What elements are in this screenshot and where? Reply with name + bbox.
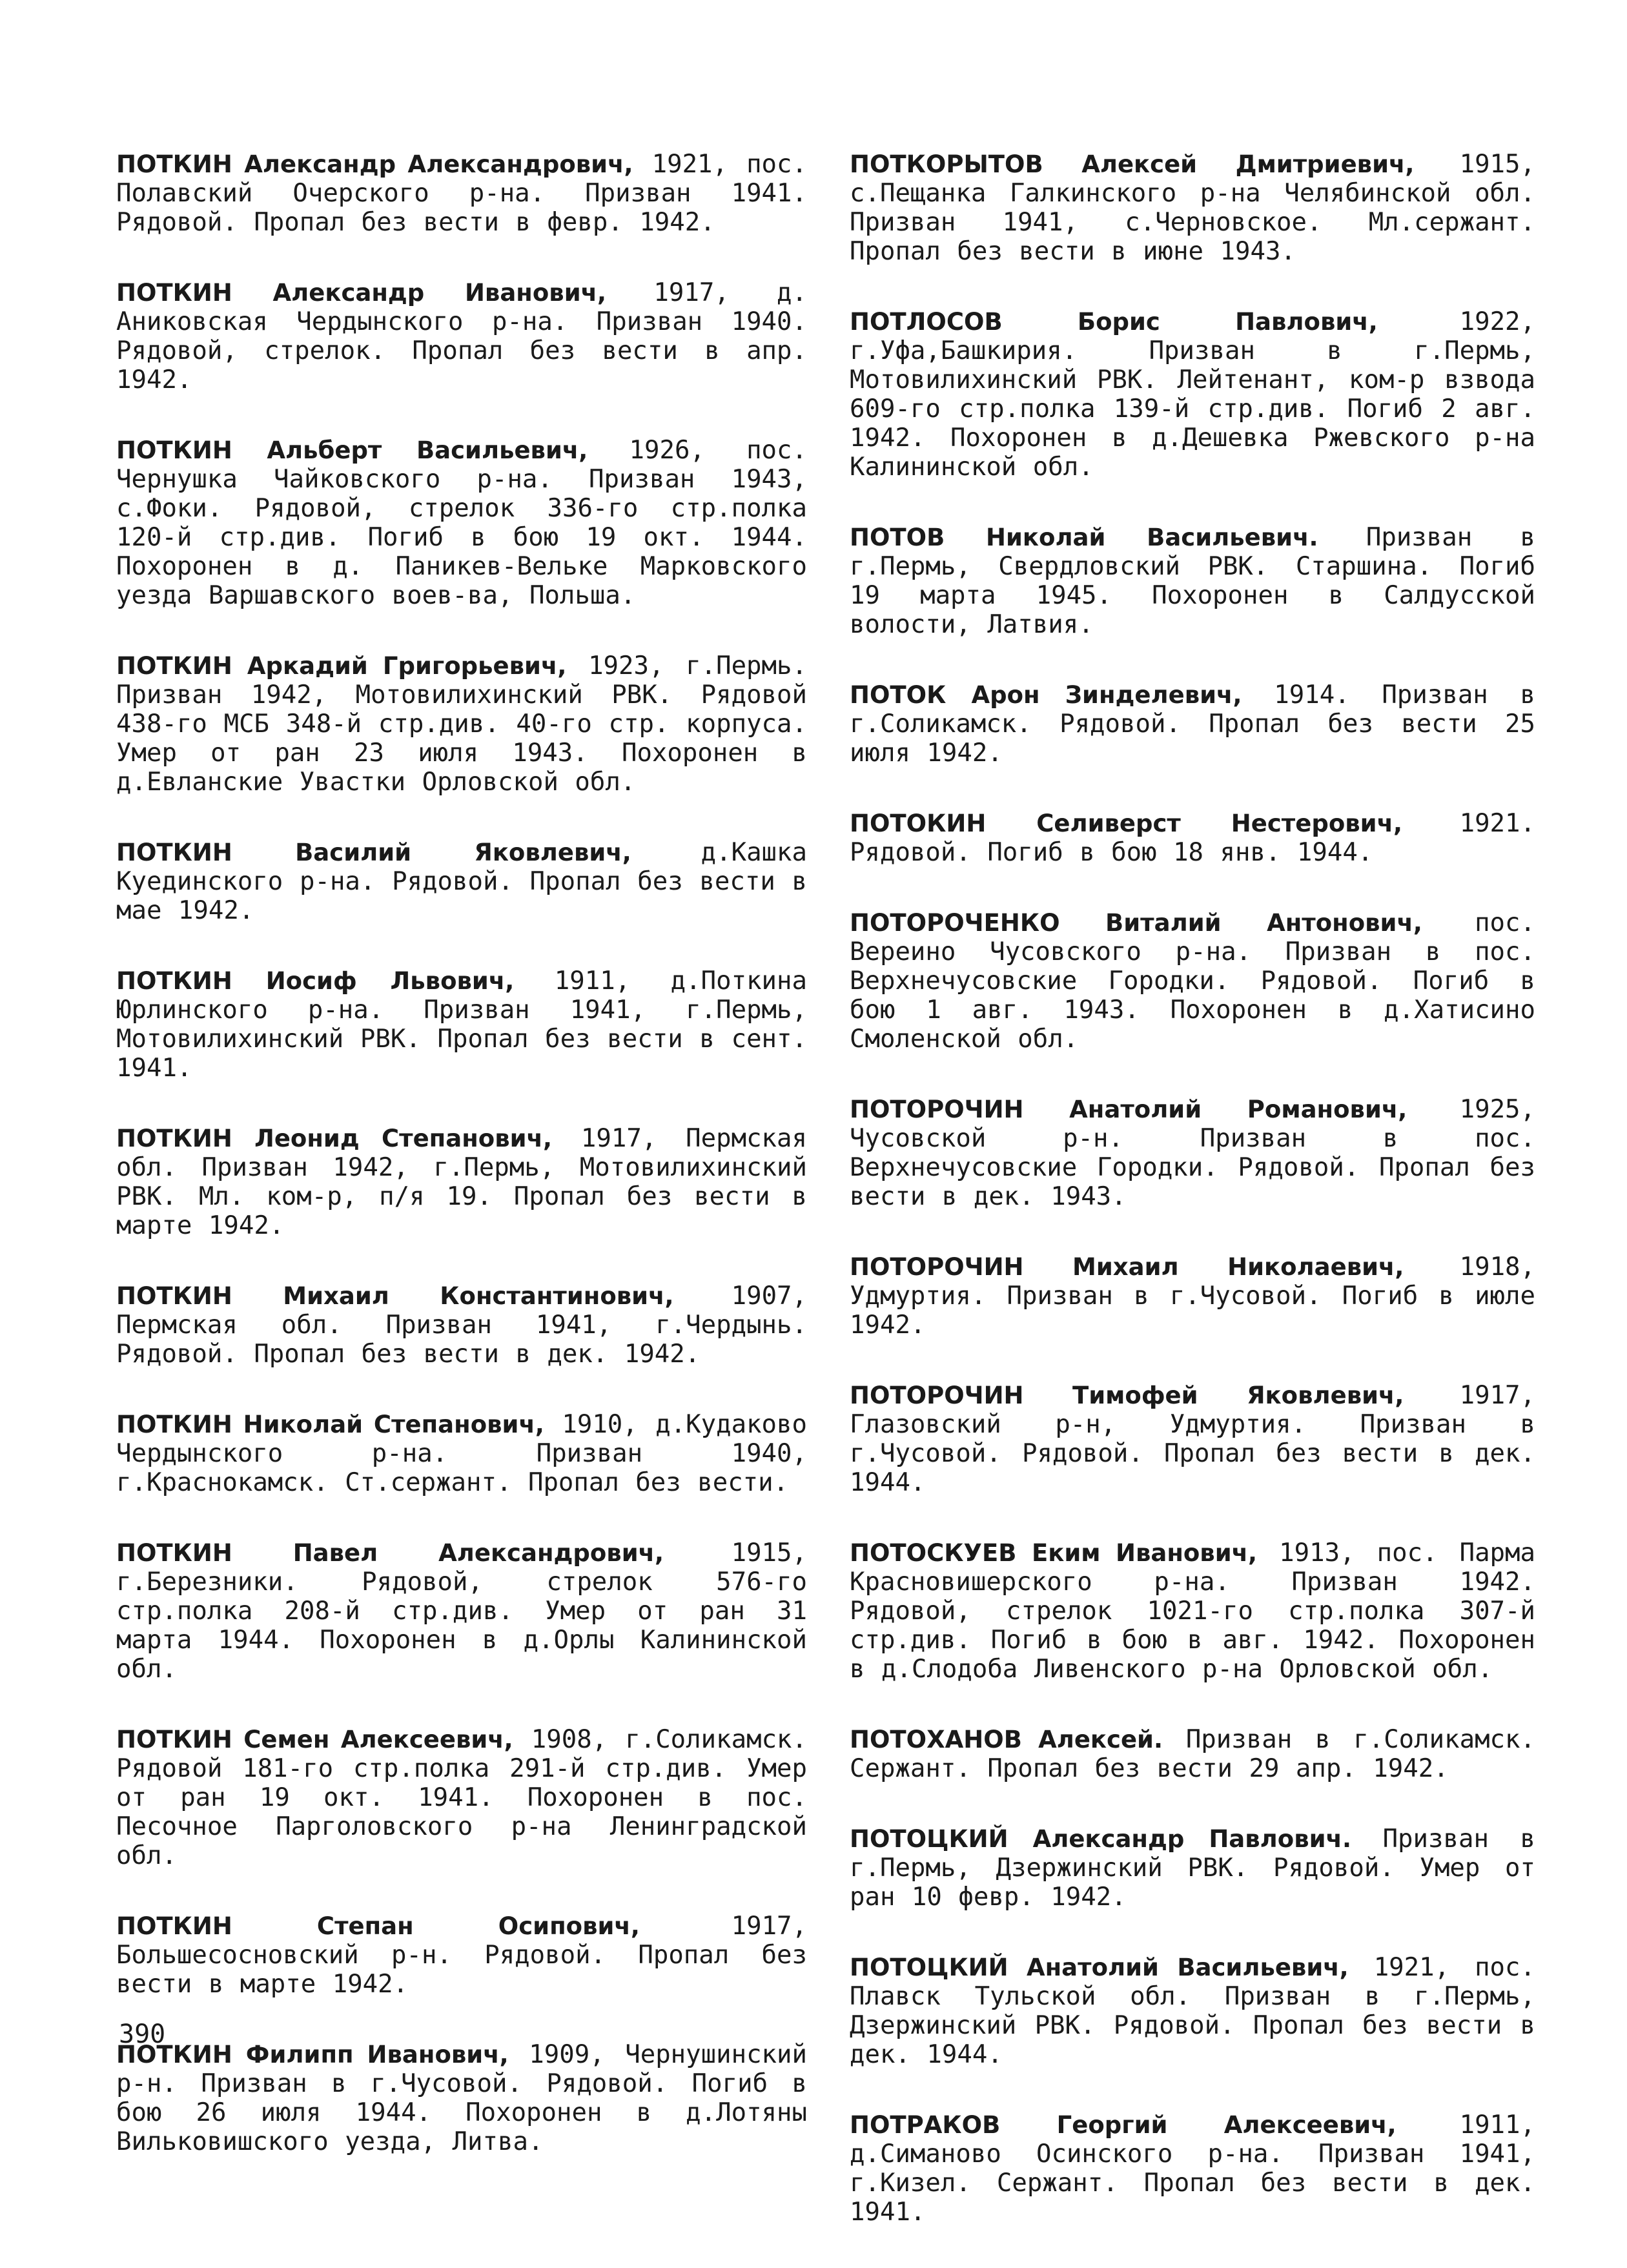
entry-name: ПОТКИН Семен Алексеевич, (116, 1726, 513, 1753)
entry-name: ПОТОЦКИЙ Александр Павлович. (850, 1825, 1351, 1853)
list-item (116, 1410, 807, 1497)
entry-text: 1917, Глазовский р-н, Удмуртия. Призван в г.Чусовой. Рядовой. Пропал без вести в дек. 1944. (850, 1381, 1536, 1497)
list-item (850, 1725, 1535, 1783)
entry-text: 1926, пос. Чернушка Чайковского р-на. Призван 1943, с.Фоки. Рядовой, стрелок 336-го стр.полка 120-й стр.див. Погиб в бою 19 окт. 1944. Похоронен в д. Паникев-Вельке Марковского уезда Варшавского воев-ва, Польша. (116, 436, 807, 610)
entry-name: ПОТОКИН Селиверст Нестерович, (850, 810, 1403, 837)
list-item (116, 1725, 807, 1870)
entry-text: 1917, Большесосновский р-н. Рядовой. Пропал без вести в марте 1942. (116, 1912, 808, 1999)
list-item (850, 1252, 1535, 1340)
entry-name: ПОТКИН Павел Александрович, (116, 1539, 664, 1567)
list-item (116, 2040, 807, 2156)
entry-name: ПОТОРОЧИН Тимофей Яковлевич, (850, 1382, 1404, 1409)
entry-name: ПОТОРОЧИН Анатолий Романович, (850, 1096, 1407, 1123)
list-item (850, 1953, 1535, 2069)
right-column (850, 150, 1535, 2268)
list-item (116, 838, 807, 925)
page-number: 390 (119, 2019, 166, 2049)
entry-name: ПОТКИН Михаил Константинович, (116, 1282, 674, 1310)
list-item (850, 908, 1535, 1054)
entry-text: 1915, г.Березники. Рядовой, стрелок 576-го стр.полка 208-й стр.див. Умер от ран 31 марта 1944. Похоронен в д.Орлы Калининской обл. (116, 1538, 807, 1684)
entry-name: ПОТОК Арон Зинделевич, (850, 681, 1242, 709)
entry-name: ПОТКИН Александр Иванович, (116, 279, 607, 307)
left-column (116, 150, 807, 2198)
entry-text: 1907, Пермская обл. Призван 1941, г.Чердынь. Рядовой. Пропал без вести в дек. 1942. (116, 1282, 808, 1369)
list-item (116, 966, 807, 1083)
entry-name: ПОТКИН Василий Яковлевич, (116, 839, 631, 866)
list-item (116, 1538, 807, 1684)
list-item (850, 1824, 1535, 1912)
list-item (850, 2110, 1535, 2227)
list-item (850, 1095, 1535, 1211)
entry-name: ПОТРАКОВ Георгий Алексеевич, (850, 2111, 1397, 2139)
entry-name: ПОТОСКУЕВ Еким Иванович, (850, 1539, 1258, 1567)
entry-text: 1915, с.Пещанка Галкинского р-на Челябинской обл. Призван 1941, с.Черновское. Мл.сержант. Пропал без вести в июне 1943. (850, 150, 1535, 266)
entry-text: 1921. Рядовой. Погиб в бою 18 янв. 1944. (850, 809, 1535, 867)
entry-name: ПОТКИН Леонид Степанович, (116, 1125, 552, 1152)
list-item (850, 307, 1535, 482)
entry-name: ПОТОРОЧЕНКО Виталий Антонович, (850, 909, 1422, 937)
entry-text: Призван в г.Пермь, Дзержинский РВК. Рядовой. Умер от ран 10 февр. 1942. (850, 1824, 1535, 1912)
entry-name: ПОТКИН Аркадий Григорьевич, (116, 652, 567, 680)
entry-text: 1923, г.Пермь. Призван 1942, Мотовилихинский РВК. Рядовой 438-го МСБ 348-й стр.див. 40-го стр. корпуса. Умер от ран 23 июля 1943. Похоронен в д.Евланские Увастки Орловской обл. (116, 651, 807, 797)
list-item (116, 1912, 807, 1999)
list-item (850, 523, 1535, 639)
list-item (116, 1124, 807, 1240)
entry-name: ПОТКИН Альберт Васильевич, (116, 436, 588, 464)
list-item (116, 150, 807, 237)
entry-name: ПОТОХАНОВ Алексей. (850, 1726, 1163, 1753)
entry-text: Призван в г.Пермь, Свердловский РВК. Старшина. Погиб 19 марта 1945. Похоронен в Салдусской волости, Латвия. (850, 523, 1535, 639)
entry-text: 1909, Чернушинский р-н. Призван в г.Чусовой. Рядовой. Погиб в бою 26 июля 1944. Похоронен в д.Лотяны Вильковишского уезда, Литва. (116, 2040, 807, 2156)
entry-name: ПОТКИН Александр Александрович, (116, 150, 633, 178)
entry-text: 1913, пос. Парма Красновишерского р-на. Призван 1942. Рядовой, стрелок 1021-го стр.полка 307-й стр.див. Погиб в бою в авг. 1942. Похоронен в д.Слодоба Ливенского р-на Орловской обл. (850, 1538, 1535, 1684)
entry-text: Призван в г.Соликамск. Сержант. Пропал без вести 29 апр. 1942. (850, 1725, 1535, 1783)
entry-text: 1911, д.Симаново Осинского р-на. Призван 1941, г.Кизел. Сержант. Пропал без вести в дек. 1941. (850, 2110, 1535, 2227)
entry-text: 1922, г.Уфа,Башкирия. Призван в г.Пермь, Мотовилихинский РВК. Лейтенант, ком-р взвода 609-го стр.полка 139-й стр.див. Погиб 2 авг. 1942. Похоронен в д.Дешевка Ржевского р-на Калининской обл. (850, 307, 1536, 482)
list-item (116, 278, 807, 394)
entry-name: ПОТОВ Николай Васильевич. (850, 524, 1318, 551)
entry-name: ПОТКИН Степан Осипович, (116, 1912, 640, 1940)
entry-name: ПОТКОРЫТОВ Алексей Дмитриевич, (850, 150, 1415, 178)
entry-name: ПОТКИН Иосиф Львович, (116, 967, 515, 995)
entry-text: 1908, г.Соликамск. Рядовой 181-го стр.полка 291-й стр.див. Умер от ран 19 окт. 1941. Похоронен в пос. Песочное Парголовского р-на Ленинградской обл. (116, 1725, 808, 1870)
entry-name: ПОТКИН Николай Степанович, (116, 1411, 544, 1438)
entry-name: ПОТОЦКИЙ Анатолий Васильевич, (850, 1954, 1349, 1981)
list-item (850, 680, 1535, 768)
entry-text: 1917, д. Аниковская Чердынского р-на. Призван 1940. Рядовой, стрелок. Пропал без вести в апр. 1942. (116, 278, 808, 394)
list-item (116, 1282, 807, 1369)
entry-text: 1921, пос. Плавск Тульской обл. Призван в г.Пермь, Дзержинский РВК. Рядовой. Пропал без вести в дек. 1944. (850, 1953, 1535, 2069)
list-item (850, 1381, 1535, 1497)
list-item (116, 651, 807, 797)
entry-text: 1921, пос. Полавский Очерского р-на. Призван 1941. Рядовой. Пропал без вести в февр. 1942. (116, 150, 807, 237)
entry-text: 1917, Пермская обл. Призван 1942, г.Пермь, Мотовилихинский РВК. Мл. ком-р, п/я 19. Пропал без вести в марте 1942. (116, 1124, 807, 1240)
entry-text: 1910, д.Кудаково Чердынского р-на. Призван 1940, г.Краснокамск. Ст.сержант. Пропал без вести. (116, 1410, 807, 1497)
entry-name: ПОТОРОЧИН Михаил Николаевич, (850, 1253, 1404, 1281)
entry-text: 1911, д.Поткина Юрлинского р-на. Призван 1941, г.Пермь, Мотовилихинский РВК. Пропал без вести в сент. 1941. (116, 966, 807, 1083)
list-item (850, 809, 1535, 867)
list-item (850, 150, 1535, 266)
entry-text: 1918, Удмуртия. Призван в г.Чусовой. Погиб в июле 1942. (850, 1252, 1536, 1340)
list-item (116, 436, 807, 610)
entry-text: пос. Вереино Чусовского р-на. Призван в пос. Верхнечусовские Городки. Рядовой. Погиб в бою 1 авг. 1943. Похоронен в д.Хатисино Смоленской обл. (850, 908, 1535, 1054)
entry-text: 1925, Чусовской р-н. Призван в пос. Верхнечусовские Городки. Рядовой. Пропал без вести в дек. 1943. (850, 1095, 1536, 1211)
entry-text: 1914. Призван в г.Соликамск. Рядовой. Пропал без вести 25 июля 1942. (850, 680, 1536, 768)
entry-text: д.Кашка Куединского р-на. Рядовой. Пропал без вести в мае 1942. (116, 838, 808, 925)
entry-name: ПОТЛОСОВ Борис Павлович, (850, 308, 1378, 336)
list-item (850, 1538, 1535, 1684)
entry-name: ПОТКИН Филипп Иванович, (116, 2041, 509, 2069)
